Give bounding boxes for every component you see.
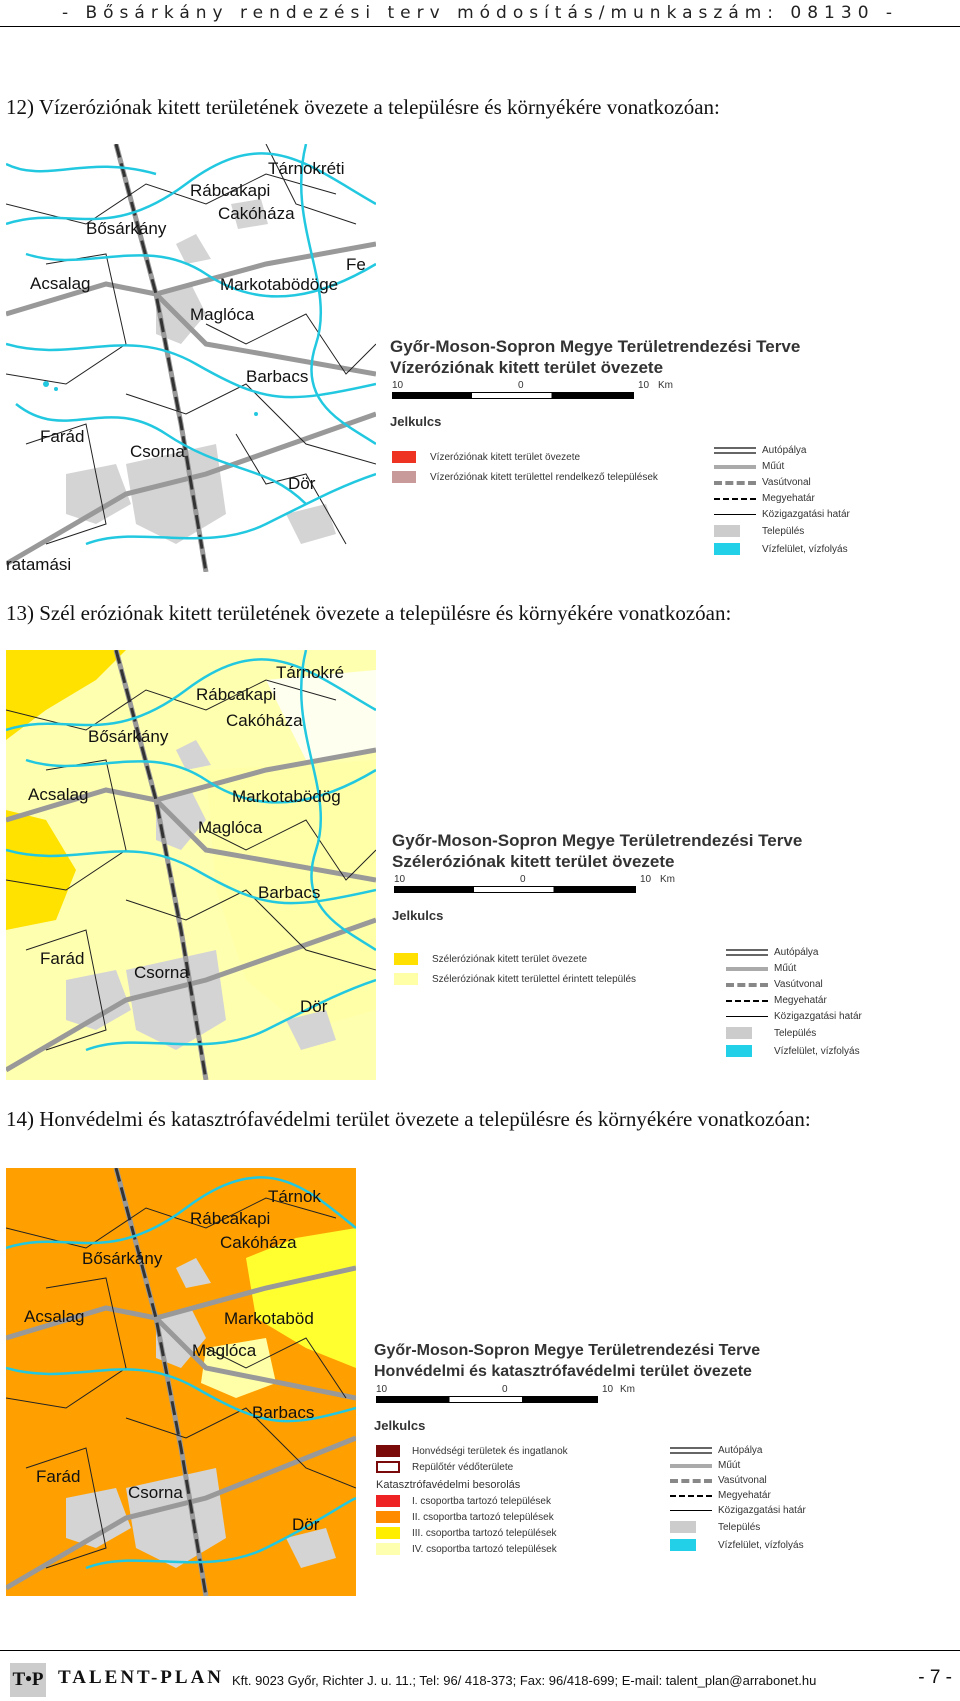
scale-label: 10 <box>602 1384 614 1395</box>
map-town-label: Bősárkány <box>88 727 169 746</box>
legend-fill-item: Széleróziónak kitett terület övezete <box>394 953 587 965</box>
map-town-label: Maglóca <box>198 818 263 837</box>
legend-line-item: Autópálya <box>714 445 806 456</box>
header-text: - Bősárkány rendezési terv módosítás/munkaszám: 08130 - <box>61 3 899 23</box>
map-town-label: Markotabödöge <box>220 275 339 294</box>
map-town-label: Rábcakapi <box>196 685 277 704</box>
map-town-label: Acsalag <box>24 1307 85 1326</box>
map-town-label: Barbacs <box>246 367 309 386</box>
scale-label: 0 <box>518 380 524 391</box>
legend-fill-item: Vízeróziónak kitett terület övezete <box>392 451 580 463</box>
page-number: - 7 - <box>918 1667 952 1688</box>
scale-unit: Km <box>620 1384 635 1395</box>
map-town-label: Rábcakapi <box>190 181 271 200</box>
map-defense <box>6 1168 356 1596</box>
legend-line-item: Közigazgatási határ <box>714 509 850 520</box>
map-wind-erosion <box>6 650 376 1080</box>
legend-line-item: Vízfelület, vízfolyás <box>726 1045 860 1057</box>
scale-unit: Km <box>658 380 673 391</box>
map-town-label: Acsalag <box>28 785 89 804</box>
map-town-label: Cakóháza <box>218 204 295 223</box>
map-town-label: Rábcakapi <box>190 1209 271 1228</box>
scale-label: 10 <box>394 874 406 885</box>
legend-line-item: Műút <box>726 963 796 974</box>
legend-line-item: Település <box>670 1521 760 1533</box>
legend-title: Győr-Moson-Sopron Megye Területrendezési Terve <box>374 1342 761 1359</box>
legend-fill-item: Honvédségi területek és ingatlanok <box>376 1445 568 1457</box>
legend-line-item: Műút <box>714 461 784 472</box>
legend-line-item: Vasútvonal <box>726 979 823 990</box>
section-13-title: 13) Szél eróziónak kitett területének övezete a településre és környékére vonatkozóan: <box>6 601 732 625</box>
scale-bar <box>374 1384 894 1406</box>
scale-label: 0 <box>502 1384 508 1395</box>
scale-bar <box>390 380 890 402</box>
scale-label: 10 <box>638 380 650 391</box>
legend-line-item: Autópálya <box>726 947 818 958</box>
legend-line-item: Műút <box>670 1460 740 1471</box>
legend-line-item: Vasútvonal <box>714 477 811 488</box>
legend-defense <box>374 1340 894 1580</box>
map-town-label: Farád <box>40 427 85 446</box>
map-town-label: Dör <box>292 1515 320 1534</box>
map-town-label: Tárnokréti <box>268 159 345 178</box>
map-town-label: Dör <box>288 474 316 493</box>
legend-title: Győr-Moson-Sopron Megye Területrendezési Terve <box>390 337 801 356</box>
scale-bar <box>392 874 912 896</box>
legend-line-item: Település <box>714 525 804 537</box>
company-name: TALENT-PLAN <box>58 1667 225 1688</box>
map-town-label: Csorna <box>130 442 185 461</box>
page-footer <box>0 1650 960 1701</box>
section-14-title: 14) Honvédelmi és katasztrófavédelmi terület övezete a településre és környékére vonatkozóan: <box>6 1107 811 1131</box>
legend-line-item: Vízfelület, vízfolyás <box>714 543 848 555</box>
map-town-label: Tárnokré <box>276 663 345 682</box>
map-town-label: Markotaböd <box>224 1309 314 1328</box>
map-town-label: Acsalag <box>30 274 91 293</box>
company-address: Kft. 9023 Győr, Richter J. u. 11.; Tel: 96/ 418-373; Fax: 96/418-699; E-mail: talent_plan@arrabonet.hu <box>232 1673 817 1688</box>
scale-label: 0 <box>520 874 526 885</box>
map-town-label: Maglóca <box>190 305 255 324</box>
map-town-label: Cakóháza <box>220 1233 297 1252</box>
map-town-label: Farád <box>36 1467 81 1486</box>
legend-fill-item: I. csoportba tartozó települések <box>376 1495 551 1507</box>
map-town-label: Csorna <box>128 1483 183 1502</box>
map-town-label: Tárnok <box>268 1187 321 1206</box>
legend-fill-item: II. csoportba tartozó települések <box>376 1511 554 1523</box>
map-town-label: Bősárkány <box>86 219 167 238</box>
map-town-label: Fe <box>346 255 366 274</box>
legend-fill-item: III. csoportba tartozó települések <box>376 1527 557 1539</box>
legend-line-item: Település <box>726 1027 816 1039</box>
company-logo: T•P <box>10 1663 46 1697</box>
page-header <box>0 0 960 27</box>
scale-unit: Km <box>660 874 675 885</box>
map-town-label: Dör <box>300 997 328 1016</box>
map-town-label: Maglóca <box>192 1341 257 1360</box>
map-town-label: Csorna <box>134 963 189 982</box>
scale-label: 10 <box>640 874 652 885</box>
legend-title: Győr-Moson-Sopron Megye Területrendezési Terve <box>392 831 803 850</box>
legend-line-item: Megyehatár <box>726 995 827 1006</box>
legend-line-item: Közigazgatási határ <box>726 1011 862 1022</box>
legend-key-heading: Jelkulcs <box>374 1418 426 1433</box>
legend-subtitle: Széleróziónak kitett terület övezete <box>392 852 675 871</box>
map-town-label: Barbacs <box>252 1403 315 1422</box>
legend-fill-item: IV. csoportba tartozó települések <box>376 1543 557 1555</box>
legend-wind-erosion <box>392 830 912 1070</box>
map-town-label: Cakóháza <box>226 711 303 730</box>
map-town-label: Markotabödög <box>232 787 341 806</box>
section-12-title: 12) Vízeróziónak kitett területének övezete a településre és környékére vonatkozóan: <box>6 95 720 119</box>
scale-label: 10 <box>392 380 404 391</box>
legend-subtitle: Honvédelmi és katasztrófavédelmi terület övezete <box>374 1363 752 1380</box>
legend-subtitle: Vízeróziónak kitett terület övezete <box>390 358 664 377</box>
legend-fill-item: Vízeróziónak kitett területtel rendelkező települések <box>392 471 658 483</box>
legend-key-heading: Jelkulcs <box>390 414 442 429</box>
legend-line-item: Megyehatár <box>670 1490 771 1501</box>
legend-fill-item: Repülőtér védőterülete <box>376 1461 513 1473</box>
legend-line-item: Vízfelület, vízfolyás <box>670 1539 804 1551</box>
legend-line-item: Közigazgatási határ <box>670 1505 806 1516</box>
map-town-label: Barbacs <box>258 883 321 902</box>
scale-label: 10 <box>376 1384 388 1395</box>
map-town-label: ratamási <box>6 555 72 572</box>
legend-key-heading: Jelkulcs <box>392 908 444 923</box>
legend-line-item: Autópálya <box>670 1445 762 1456</box>
legend-group-heading: Katasztrófavédelmi besorolás <box>376 1479 521 1491</box>
map-town-label: Bősárkány <box>82 1249 163 1268</box>
legend-fill-item: Széleróziónak kitett területtel érintett település <box>394 973 654 985</box>
legend-line-item: Vasútvonal <box>670 1475 767 1486</box>
map-water-erosion <box>6 144 376 572</box>
map-town-label: Farád <box>40 949 85 968</box>
legend-water-erosion <box>390 336 890 566</box>
legend-line-item: Megyehatár <box>714 493 815 504</box>
